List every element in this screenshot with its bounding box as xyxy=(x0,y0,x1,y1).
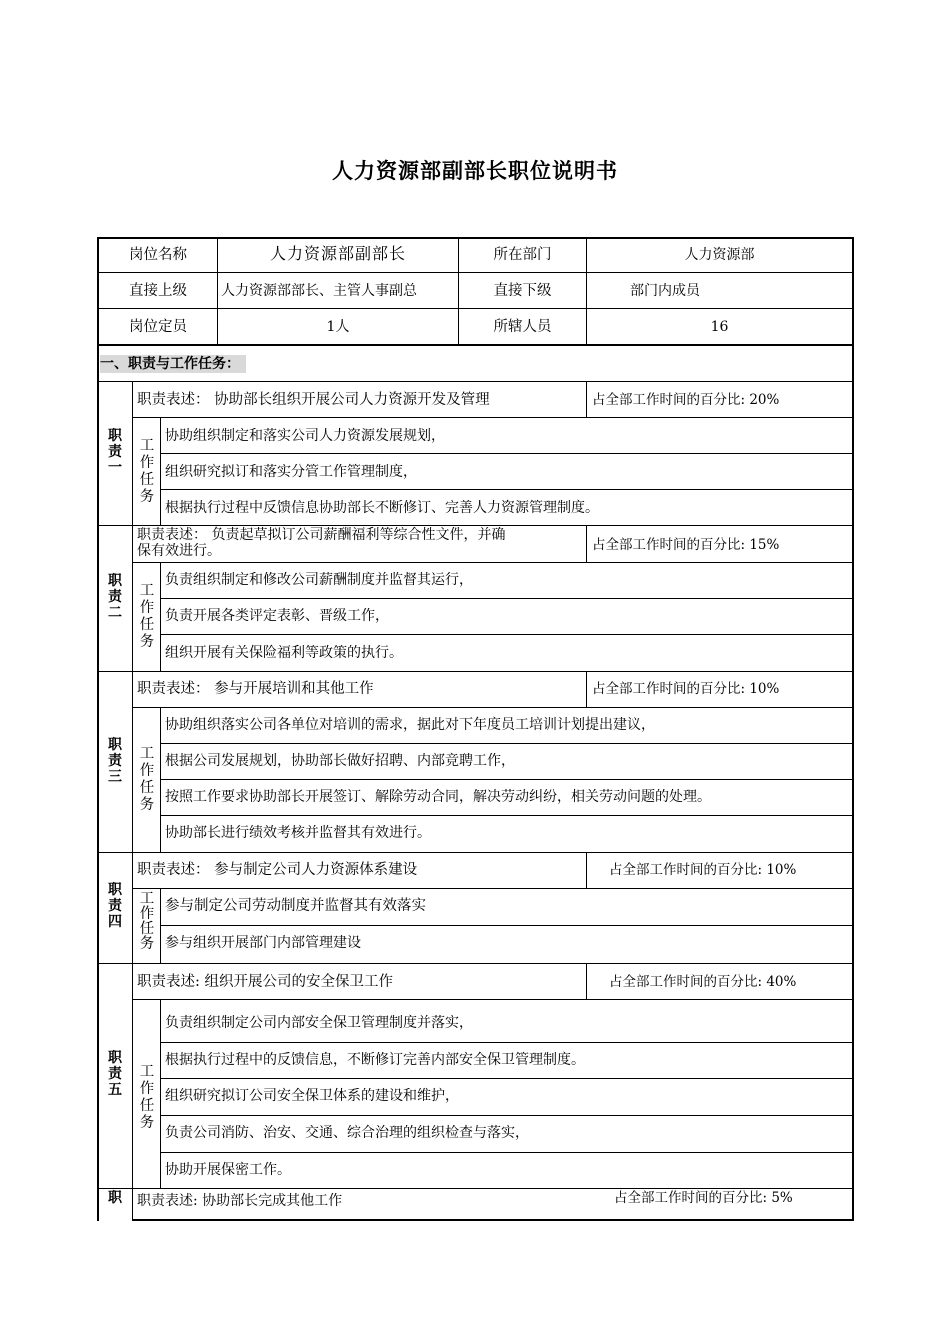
duty1-task1: 协助组织制定和落实公司人力资源发展规划， xyxy=(165,428,445,444)
duty4-label: 职 责 四 xyxy=(108,882,122,930)
quota-label: 岗位定员 xyxy=(129,319,187,335)
duty5-task3: 组织研究拟订公司安全保卫体系的建设和维护， xyxy=(165,1088,459,1104)
staff-value: 16 xyxy=(710,319,729,335)
duty4-task1: 参与制定公司劳动制度并监督其有效落实 xyxy=(165,898,426,914)
duty3-desc: 职责表述： 参与开展培训和其他工作 xyxy=(137,681,374,697)
duty1-label: 职 责 一 xyxy=(108,428,122,476)
duty1-task-label: 工 作 任 务 xyxy=(139,438,155,505)
duty1-task3: 根据执行过程中反馈信息协助部长不断修订、完善人力资源管理制度。 xyxy=(165,500,599,516)
superior-label: 直接上级 xyxy=(129,283,187,299)
subordinate-label: 直接下级 xyxy=(493,283,552,299)
staff-label: 所辖人员 xyxy=(493,319,552,335)
duty4-desc: 职责表述： 参与制定公司人力资源体系建设 xyxy=(137,862,418,878)
duty3-task1: 协助组织落实公司各单位对培训的需求，据此对下年度员工培训计划提出建议， xyxy=(165,717,655,733)
duty3-task-label: 工 作 任 务 xyxy=(139,746,155,813)
duty2-task2: 负责开展各类评定表彰、晋级工作， xyxy=(165,608,389,624)
duty5-task1: 负责组织制定公司内部安全保卫管理制度并落实， xyxy=(165,1015,473,1031)
dept-label: 所在部门 xyxy=(493,247,552,263)
duty2-task1: 负责组织制定和修改公司薪酬制度并监督其运行， xyxy=(165,572,473,588)
duty2-desc-line1: 职责表述： 负责起草拟订公司薪酬福利等综合性文件，并确 xyxy=(137,527,506,543)
duty1-pct: 占全部工作时间的百分比: 20% xyxy=(592,392,780,408)
duty4-pct: 占全部工作时间的百分比: 10% xyxy=(609,862,797,878)
duty3-task3: 按照工作要求协助部长开展签订、解除劳动合同，解决劳动纠纷，相关劳动问题的处理。 xyxy=(165,789,711,805)
duty2-task-label: 工 作 任 务 xyxy=(139,583,155,650)
post-name-value: 人力资源部副部长 xyxy=(269,244,406,263)
duty2-pct: 占全部工作时间的百分比: 15% xyxy=(592,537,780,553)
page-title: 人力资源部副部长职位说明书 xyxy=(332,159,618,183)
duty5-task5: 协助开展保密工作。 xyxy=(165,1162,291,1178)
duty3-task2: 根据公司发展规划，协助部长做好招聘、内部竞聘工作， xyxy=(165,753,515,769)
post-name-label: 岗位名称 xyxy=(129,247,187,263)
duty6-pct: 占全部工作时间的百分比: 5% xyxy=(614,1190,793,1206)
superior-value: 人力资源部部长、主管人事副总 xyxy=(221,283,417,299)
duty3-task4: 协助部长进行绩效考核并监督其有效进行。 xyxy=(165,825,431,841)
dept-value: 人力资源部 xyxy=(684,247,755,263)
duty5-task4: 负责公司消防、治安、交通、综合治理的组织检查与落实， xyxy=(165,1125,529,1141)
duty1-desc: 职责表述： 协助部长组织开展公司人力资源开发及管理 xyxy=(137,392,490,408)
duty1-task2: 组织研究拟订和落实分管工作管理制度， xyxy=(165,464,417,480)
duty4-task2: 参与组织开展部门内部管理建设 xyxy=(165,935,361,951)
duty5-task-label: 工 作 任 务 xyxy=(139,1064,155,1131)
duty5-label: 职 责 五 xyxy=(108,1050,122,1098)
duty3-pct: 占全部工作时间的百分比: 10% xyxy=(592,681,780,697)
duty3-label: 职 责 三 xyxy=(108,737,122,785)
duty5-pct: 占全部工作时间的百分比: 40% xyxy=(609,974,797,990)
duty2-label: 职 责 二 xyxy=(108,573,122,621)
duty4-task-label: 工 作 任 务 xyxy=(139,891,155,952)
duty2-desc-line2: 保有效进行。 xyxy=(137,543,221,559)
quota-value: 1人 xyxy=(326,319,350,335)
duty5-task2: 根据执行过程中的反馈信息，不断修订完善内部安全保卫管理制度。 xyxy=(165,1052,585,1068)
duty5-desc: 职责表述: 组织开展公司的安全保卫工作 xyxy=(137,974,393,990)
section-title: 一、职责与工作任务： xyxy=(100,355,246,373)
duty6-desc: 职责表述: 协助部长完成其他工作 xyxy=(137,1193,343,1209)
duty6-label: 职 xyxy=(108,1190,122,1206)
duty2-task3: 组织开展有关保险福利等政策的执行。 xyxy=(165,645,403,661)
subordinate-value: 部门内成员 xyxy=(630,283,700,299)
